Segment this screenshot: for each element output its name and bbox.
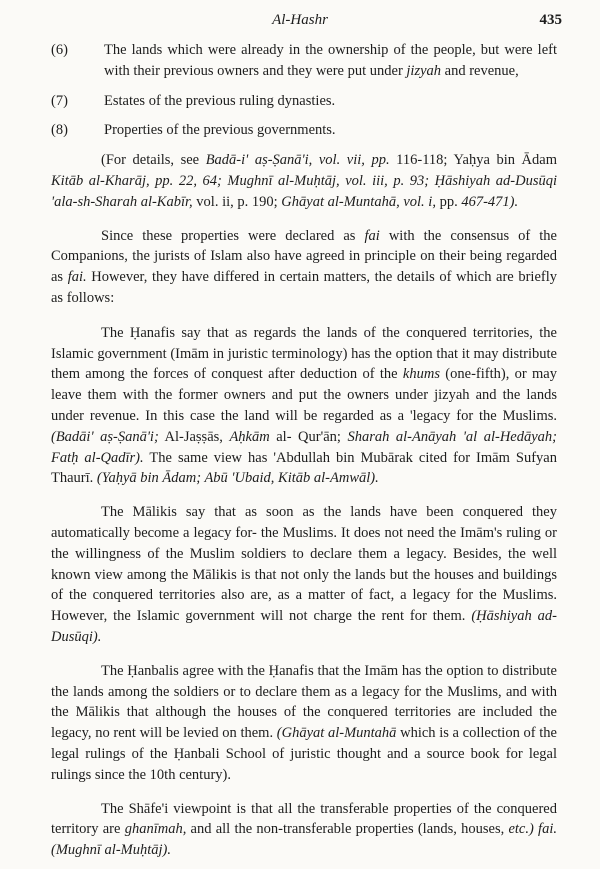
list-item (51, 120, 557, 141)
paragraph-hanafi-view: The Ḥanafis say that as regards the lands of the conquered territories, the Islamic government (Imām in juristic terminology) has the option that it may distribute them among the forces of conquest after deduction of the khums (one-fifth), or may leave them with the former owners and put the owners under jizyah and the lands under revenue. In this case the land will be regarded as a 'legacy for the Muslims. (Badāi' aṣ-Ṣanā'i; Al-Jaṣṣās, Aḥkām al- Qur'ān; Sharah al-Anāyah 'al al-Hedāyah; Fatḥ al-Qadīr). The same view has 'Abdullah bin Mubārak cited for Imām Sufyan Thaurī. (Yaḥyā bin Ādam; Abū 'Ubaid, Kitāb al-Amwāl). (51, 324, 558, 487)
paragraph-shafei-view: The Shāfe'i viewpoint is that all the transferable properties of the conquered territory are ghanīmah, and all the non-transferable properties (lands, houses, etc.) fai. (Mughnī al-Muḥtāj). (51, 800, 557, 859)
list-item-number: (8) (51, 122, 68, 139)
list-item-number: (6) (51, 42, 68, 58)
page-number: 435 (539, 12, 562, 28)
paragraph-hanbali-view: The Ḥanbalis agree with the Ḥanafis that the Imām has the option to distribute the lands among the soldiers or to declare them as a legacy for the Muslims, and with the Mālikis that although the houses of the conquered territories are included the legacy, no rent will be levied on them. (Ghāyat al-Muntahā which is a collection of the legal rulings of the Ḥanbali School of juristic thought and a source book for legal rulings since the 10th century). (51, 662, 557, 783)
paragraph-fai-consensus: Since these properties were declared as fai with the consensus of the Companions, the jurists of Islam also have agreed in principle on their being regarded as fai. However, they have differed in certain matters, the details of which are briefly as follows: (51, 227, 557, 306)
list-item (51, 91, 557, 112)
list-item-text: Properties of the previous governments. (104, 122, 336, 139)
list-item (51, 40, 557, 82)
page-body (51, 40, 557, 861)
paragraph-maliki-view: The Mālikis say that as soon as the lands have been conquered they automatically become a legacy for- the Muslims. It does not need the Imām's ruling or the willingness of the Muslim soldiers to declare them a legacy. Besides, the well known view among the Mālikis is that not only the lands but the houses and buildings of the conquered territories also are, as a matter of fact, a legacy for the Muslims. However, the Islamic government will not charge the rent for them. (Ḥāshiyah ad-Dusūqi). (51, 504, 557, 645)
references-paragraph: (For details, see Badā-i' aṣ-Ṣanā'i, vol. vii, pp. 116-118; Yaḥya bin Ādam Kitāb al-Kharāj, pp. 22, 64; Mughnī al-Muḥtāj, vol. iii, p. 93; Ḥāshiyah ad-Dusūqi 'ala-sh-Sharah al-Kabīr, vol. ii, p. 190; Ghāyat al-Muntahā, vol. i, pp. 467-471). (51, 152, 557, 210)
chapter-title: Al-Hashr (272, 12, 328, 28)
running-header (0, 12, 600, 34)
property-list (51, 40, 557, 141)
list-item-number: (7) (51, 92, 68, 109)
list-item-text: Estates of the previous ruling dynasties. (104, 92, 336, 109)
list-item-text: The lands which were already in the ownership of the people, but were left with their previous owners and they were put under jizyah and revenue, (104, 42, 557, 79)
